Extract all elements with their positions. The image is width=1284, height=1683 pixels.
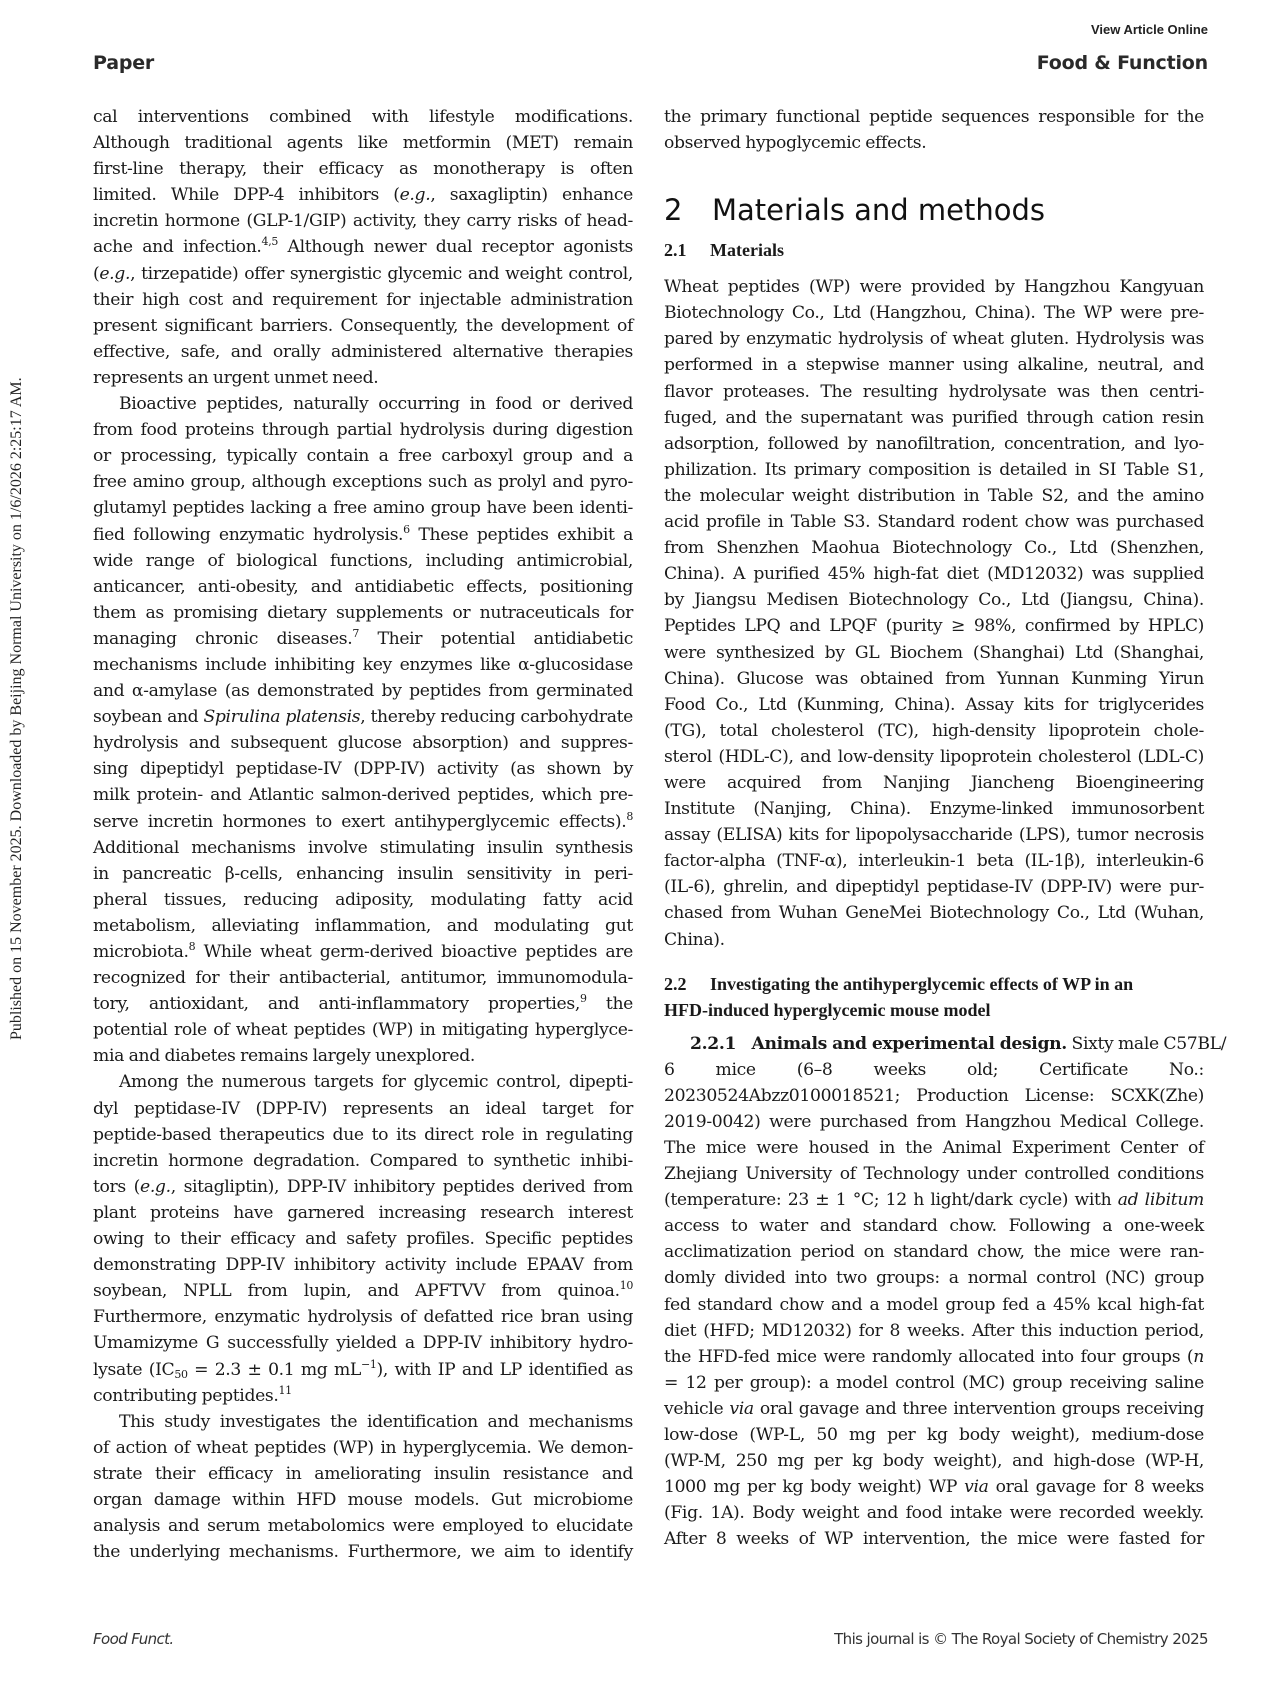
text-line: were acquired from Nanjing Jiancheng Bioengineering	[664, 772, 1204, 793]
subsection-heading	[664, 236, 1204, 264]
text-line: (temperature: 23 ± 1 °C; 12 h light/dark cycle) with ad libitum	[664, 1190, 1204, 1211]
text-line: (Fig. 1A). Body weight and food intake were recorded weekly.	[664, 1503, 1204, 1524]
text-line: China). A purified 45% high-fat diet (MD12032) was supplied	[664, 564, 1204, 585]
text-line: organ damage within HFD mouse models. Gut microbiome	[93, 1489, 633, 1510]
text-line: 1000 mg per kg body weight) WP via oral gavage for 8 weeks	[664, 1477, 1204, 1498]
text-line: effective, safe, and orally administered alternative therapies	[93, 341, 633, 362]
text-line: tors (e.g., sitagliptin), DPP-IV inhibitory peptides derived from	[93, 1176, 633, 1197]
text-line: sing dipeptidyl peptidase-IV (DPP-IV) activity (as shown by	[93, 759, 633, 780]
text-line: represents an urgent unmet need.	[93, 367, 379, 388]
text-line: pheral tissues, reducing adiposity, modulating fatty acid	[93, 889, 633, 910]
section-title: Materials and methods	[712, 193, 1046, 228]
text-line: or processing, typically contain a free carboxyl group and a	[93, 446, 633, 467]
text-line: and α-amylase (as demonstrated by peptides from germinated	[93, 681, 633, 702]
text-line: vehicle via oral gavage and three intervention groups receiving	[664, 1398, 1205, 1419]
text-line: strate their efficacy in ameliorating insulin resistance and	[93, 1463, 633, 1484]
text-line: from food proteins through partial hydrolysis during digestion	[93, 420, 633, 441]
text-line: limited. While DPP-4 inhibitors (e.g., saxagliptin) enhance	[93, 185, 633, 206]
text-line: 6 mice (6–8 weeks old; Certificate No.:	[664, 1059, 1204, 1080]
text-line: demonstrating DPP-IV inhibitory activity include EPAAV from	[93, 1255, 633, 1276]
text-line: free amino group, although exceptions such as prolyl and pyro-	[93, 472, 633, 493]
text-line: This study investigates the identification and mechanisms	[119, 1411, 633, 1432]
text-line: (IL-6), ghrelin, and dipeptidyl peptidase-IV (DPP-IV) were pur-	[664, 877, 1204, 898]
text-line: The mice were housed in the Animal Experiment Center of	[664, 1138, 1204, 1158]
text-line: performed in a stepwise manner using alkaline, neutral, and	[664, 355, 1204, 376]
text-line: their high cost and requirement for injectable administration	[93, 289, 633, 310]
text-line: from Shenzhen Maohua Biotechnology Co., Ltd (Shenzhen,	[664, 538, 1204, 559]
text-line: Zhejiang University of Technology under controlled conditions	[664, 1164, 1204, 1185]
citation-ref[interactable]: 7	[352, 626, 360, 640]
text-line: them as promising dietary supplements or nutraceuticals for	[93, 602, 633, 623]
text-line: fied following enzymatic hydrolysis.$^6$ These peptides exhibit a	[93, 522, 633, 545]
text-line: Additional mechanisms involve stimulating insulin synthesis	[93, 837, 633, 858]
text-line: metabolism, alleviating inflammation, and modulating gut	[93, 915, 633, 936]
subsection-number: 2.1	[664, 240, 687, 261]
text-line: incretin hormone degradation. Compared to synthetic inhibi-	[93, 1150, 633, 1171]
subsection-title: Materials	[710, 240, 784, 261]
text-line: the HFD-fed mice were randomly allocated into four groups (n	[664, 1346, 1204, 1367]
right-column	[664, 104, 1227, 1553]
text-line: acclimatization period on standard chow, the mice were ran-	[664, 1242, 1204, 1263]
text-line: serve incretin hormones to exert antihyperglycemic effects).$^8$	[93, 809, 633, 832]
text-line: = 12 per group): a model control (MC) group receiving saline	[664, 1372, 1204, 1393]
text-line: Bioactive peptides, naturally occurring in food or derived	[119, 394, 633, 415]
text-line: Wheat peptides (WP) were provided by Hangzhou Kangyuan	[664, 277, 1204, 298]
running-head-article-type: Paper	[93, 52, 155, 74]
download-watermark: Published on 15 November 2025. Downloaded by Beijing Normal University on 1/6/2026 2:25:17 AM.	[8, 377, 25, 1040]
text-line: low-dose (WP-L, 50 mg per kg body weight), medium-dose	[664, 1425, 1204, 1446]
text-line: incretin hormone (GLP-1/GIP) activity, they carry risks of head-	[93, 211, 633, 232]
text-line: Food Co., Ltd (Kunming, China). Assay kits for triglycerides	[664, 694, 1204, 715]
text-line: 20230524Abzz0100018521; Production License: SCXK(Zhe)	[664, 1085, 1204, 1106]
text-line: anticancer, anti-obesity, and antidiabetic effects, positioning	[93, 576, 633, 597]
text-line: (WP-M, 250 mg per kg body weight), and high-dose (WP-H,	[664, 1451, 1204, 1472]
citation-ref[interactable]: 10	[619, 1279, 633, 1293]
text-line: mia and diabetes remains largely unexplored.	[93, 1046, 475, 1067]
text-line: lysate ($IC_{50} = 2.3 \pm 0.1$ mg $mL^{-1}$), with IP and LP identified as	[93, 1357, 633, 1381]
text-line: philization. Its primary composition is detailed in SI Table S1,	[664, 459, 1204, 480]
citation-ref[interactable]: 11	[278, 1383, 292, 1397]
text-line: chased from Wuhan GeneMei Biotechnology Co., Ltd (Wuhan,	[664, 903, 1204, 924]
view-article-online-link[interactable]: View Article Online	[1090, 22, 1208, 37]
subsubsection-title: Animals and experimental design.	[751, 1033, 1067, 1054]
text-line: wide range of biological functions, including antimicrobial,	[93, 550, 633, 571]
text-line: glutamyl peptides lacking a free amino group have been identi-	[93, 498, 633, 519]
text-line: were synthesized by GL Biochem (Shanghai) Ltd (Shanghai,	[664, 642, 1204, 663]
text-line: Institute (Nanjing, China). Enzyme-linked immunosorbent	[664, 799, 1204, 820]
text-line: in pancreatic β-cells, enhancing insulin sensitivity in peri-	[93, 863, 633, 884]
text-line: by Jiangsu Medisen Biotechnology Co., Ltd (Jiangsu, China).	[664, 590, 1204, 611]
text-line: soybean, NPLL from lupin, and APFTVV from quinoa.$^{10}$	[93, 1279, 633, 1302]
running-head-journal: Food & Function	[1036, 52, 1208, 74]
text-line: of action of wheat peptides (WP) in hyperglycemia. We demon-	[93, 1437, 633, 1458]
citation-ref[interactable]: 9	[579, 992, 587, 1006]
text-line: first-line therapy, their efficacy as monotherapy is often	[93, 159, 633, 180]
citation-ref[interactable]: 6	[403, 522, 410, 536]
text-line: managing chronic diseases.$^7$ Their potential antidiabetic	[93, 626, 633, 649]
text-line: fuged, and the supernatant was purified through cation resin	[664, 407, 1204, 428]
text-line: acid profile in Table S3. Standard rodent chow was purchased	[664, 512, 1204, 533]
text-line: ache and infection.$^{4,5}$ Although newer dual receptor agonists	[93, 235, 633, 258]
text-line: diet (HFD; MD12032) for 8 weeks. After this induction period,	[664, 1320, 1204, 1341]
text-line: After 8 weeks of WP intervention, the mice were fasted for	[664, 1529, 1204, 1550]
text-line: Biotechnology Co., Ltd (Hangzhou, China). The WP were pre-	[664, 303, 1204, 324]
section-heading	[664, 190, 1204, 230]
text-line: present significant barriers. Consequently, the development of	[93, 315, 633, 336]
text-line: sterol (HDL-C), and low-density lipoprotein cholesterol (LDL-C)	[664, 746, 1204, 767]
text-line: milk protein- and Atlantic salmon-derived peptides, which pre-	[93, 785, 633, 806]
text-line: analysis and serum metabolomics were employed to elucidate	[93, 1516, 633, 1537]
text-line: tory, antioxidant, and anti-inflammatory properties,$^9$ the	[93, 992, 633, 1015]
text-line: cal interventions combined with lifestyle modifications.	[93, 107, 633, 127]
text-line: factor-alpha (TNF-α), interleukin-1 beta (IL-1β), interleukin-6	[664, 851, 1204, 872]
text-line: pared by enzymatic hydrolysis of wheat gluten. Hydrolysis was	[664, 329, 1204, 350]
text-line: plant proteins have garnered increasing research interest	[93, 1202, 633, 1223]
text-line: access to water and standard chow. Following a one-week	[664, 1216, 1204, 1237]
text-line: (TG), total cholesterol (TC), high-density lipoprotein chole-	[664, 720, 1204, 741]
text-line: Umamizyme G successfully yielded a DPP-IV inhibitory hydro-	[93, 1333, 633, 1354]
text-line: fed standard chow and a model group fed a 45% kcal high-fat	[664, 1294, 1204, 1315]
text-line: hydrolysis and subsequent glucose absorption) and suppres-	[93, 733, 633, 754]
text-line: domly divided into two groups: a normal control (NC) group	[664, 1268, 1204, 1289]
text-line: the primary functional peptide sequences responsible for the	[664, 107, 1204, 127]
text-line: Although traditional agents like metformin (MET) remain	[93, 133, 633, 154]
text-line: assay (ELISA) kits for lipopolysaccharide (LPS), tumor necrosis	[664, 825, 1204, 846]
text-line: China). Glucose was obtained from Yunnan Kunming Yirun	[664, 668, 1204, 689]
subsection-title-line: Investigating the antihyperglycemic effects of WP in an	[710, 973, 1134, 994]
text-line: soybean and Spirulina platensis, thereby reducing carbohydrate	[93, 707, 633, 728]
text-line: Peptides LPQ and LPQF (purity ≥ 98%, confirmed by HPLC)	[664, 616, 1204, 637]
text-line: Among the numerous targets for glycemic control, dipepti-	[119, 1072, 633, 1093]
text-line: adsorption, followed by nanofiltration, concentration, and lyo-	[664, 433, 1204, 454]
citation-ref[interactable]: 8	[626, 809, 633, 823]
footer-copyright: This journal is © The Royal Society of Chemistry 2025	[834, 1630, 1208, 1648]
text-line: Furthermore, enzymatic hydrolysis of defatted rice bran using	[93, 1307, 633, 1328]
text-line: 2.2.1 Animals and experimental design. Sixty male C57BL/	[690, 1033, 1227, 1054]
text-line: microbiota.$^8$ While wheat germ-derived bioactive peptides are	[93, 940, 633, 962]
section-number: 2	[664, 193, 683, 228]
text-line: flavor proteases. The resulting hydrolysate was then centri-	[664, 381, 1204, 402]
citation-ref[interactable]: 8	[188, 940, 196, 953]
text-line: recognized for their antibacterial, antitumor, immunomodula-	[93, 968, 633, 989]
text-line: (e.g., tirzepatide) offer synergistic glycemic and weight control,	[93, 263, 633, 284]
subsection-heading	[664, 971, 1204, 1023]
text-line: the molecular weight distribution in Table S2, and the amino	[664, 485, 1204, 506]
text-line: mechanisms include inhibiting key enzymes like α-glucosidase	[93, 654, 633, 675]
text-line: potential role of wheat peptides (WP) in mitigating hyperglyce-	[93, 1020, 633, 1041]
text-line: peptide-based therapeutics due to its direct role in regulating	[93, 1124, 633, 1145]
subsubsection-number: 2.2.1	[690, 1033, 737, 1054]
subsection-number: 2.2	[664, 973, 687, 994]
citation-ref[interactable]: 4,5	[261, 235, 278, 249]
text-line: observed hypoglycemic effects.	[664, 133, 927, 154]
footer-journal-abbrev: Food Funct.	[93, 1630, 174, 1648]
text-line: contributing peptides.$^{11}$	[93, 1383, 292, 1406]
left-column	[93, 104, 633, 1565]
text-line: the underlying mechanisms. Furthermore, we aim to identify	[93, 1542, 633, 1563]
text-line: dyl peptidase-IV (DPP-IV) represents an ideal target for	[93, 1098, 633, 1119]
text-line: 2019-0042) were purchased from Hangzhou Medical College.	[664, 1111, 1204, 1132]
text-line: owing to their efficacy and safety profiles. Specific peptides	[93, 1229, 633, 1250]
text-line: China).	[664, 929, 725, 950]
subsection-title-line: HFD-induced hyperglycemic mouse model	[664, 999, 991, 1020]
